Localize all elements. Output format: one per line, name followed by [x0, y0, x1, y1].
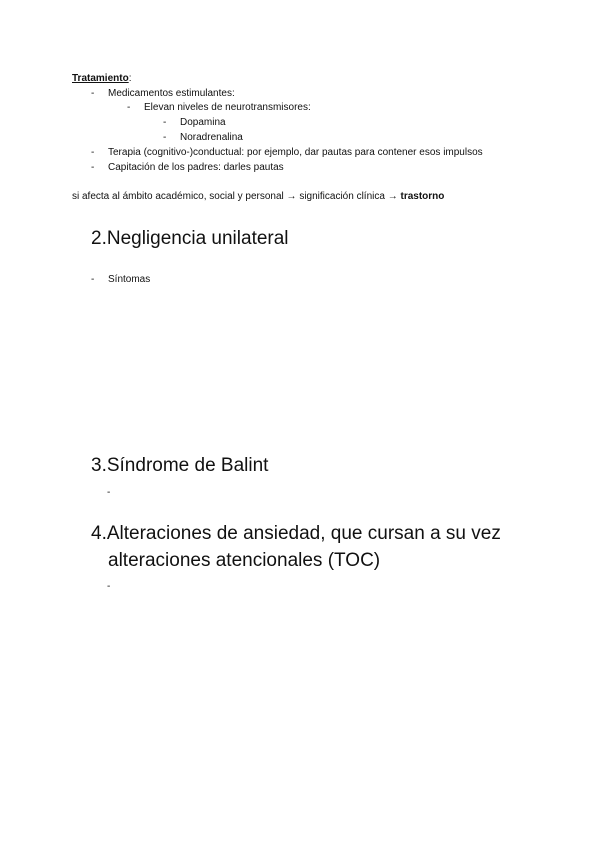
list-dash: -: [163, 117, 167, 128]
list-item-dopamine: Dopamina: [180, 117, 226, 128]
list-dash: -: [91, 88, 95, 99]
section-title: Síndrome de Balint: [106, 455, 269, 476]
treatment-colon: :: [128, 73, 132, 84]
section-heading-4: [91, 521, 501, 547]
list-item-meds: Medicamentos estimulantes:: [108, 88, 235, 99]
clinical-note: [72, 190, 444, 204]
list-item-therapy: Terapia (cognitivo-)conductual: por ejemplo, dar pautas para contener esos impulsos: [108, 147, 483, 158]
section-heading-4-line2: [108, 548, 380, 574]
section-heading-2: [91, 226, 289, 252]
list-dash: -: [163, 132, 167, 143]
list-item-parents: Capitación de los padres: darles pautas: [108, 162, 284, 173]
list-dash: -: [127, 102, 131, 113]
list-item-noradrenaline: Noradrenalina: [180, 132, 243, 143]
section-title-line2: alteraciones atencionales (TOC): [108, 550, 381, 571]
treatment-heading: [72, 72, 131, 86]
list-item-raise: Elevan niveles de neurotransmisores:: [144, 102, 311, 113]
section-heading-3: [91, 453, 268, 479]
list-dash: -: [91, 147, 95, 158]
list-dash: -: [91, 162, 95, 173]
section-number: 4.: [91, 523, 107, 544]
section-bullet-symptoms: Síntomas: [108, 274, 151, 285]
clinical-note-bold: trastorno: [400, 191, 445, 202]
section-title: Negligencia unilateral: [106, 228, 289, 249]
list-dash: -: [107, 581, 111, 592]
section-title-line1: Alteraciones de ansiedad, que cursan a su vez: [106, 523, 501, 544]
list-dash: -: [107, 487, 111, 498]
section-number: 3.: [91, 455, 107, 476]
section-number: 2.: [91, 228, 107, 249]
treatment-label: Tratamiento: [72, 73, 129, 84]
list-dash: -: [91, 274, 95, 285]
clinical-note-text: si afecta al ámbito académico, social y personal → significación clínica →: [72, 191, 401, 202]
